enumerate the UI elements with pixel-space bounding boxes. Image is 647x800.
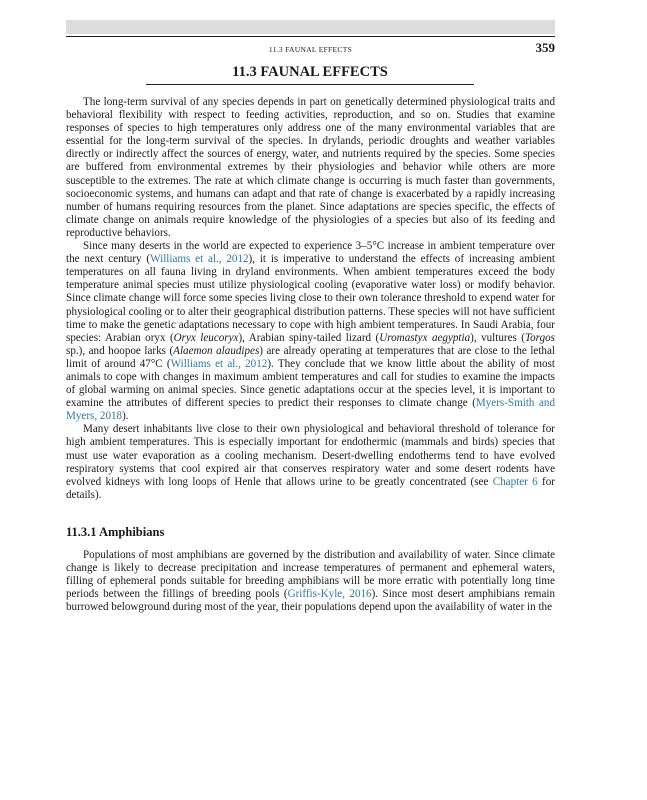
- header-rule: [66, 36, 555, 37]
- body-text: [66, 96, 555, 614]
- species-name: Oryx leucoryx: [173, 331, 239, 344]
- section-title: 11.3 FAUNAL EFFECTS: [232, 64, 388, 80]
- subsection-title: 11.3.1 Amphibians: [66, 524, 165, 539]
- citation-link[interactable]: Griffis-Kyle, 2016: [287, 588, 372, 601]
- text-run: Since many deserts in the world are expected to experience 3–5°C increase in ambient temperature over the next century (: [66, 240, 555, 266]
- text-run: ). Since most desert amphibians remain burrowed belowground during most of the year, their populations depend upon the availability of water in the: [66, 588, 555, 614]
- text-run: Many desert inhabitants live close to their own physiological and behavioral threshold of tolerance for high ambient temperatures. This is especially important for endothermic (mammals and birds) species that must use water evaporation as a cooling mechanism. Desert-dwelling endotherms tend to have evolved respiratory systems that cool expired air that conserves respiratory water and some desert rodents have evolved kidneys with long loops of Henle that allows urine to be greatly concentrated (see: [66, 423, 555, 488]
- text-run: ). They conclude that we know little about the ability of most animals to cope with changes in maximum ambient temperatures and call for studies to examine the impacts of global warming on animal species. Since genetic adaptations occur at the species level, it is important to examine the attributes of different species to predict their responses to climate change (: [66, 357, 555, 410]
- species-name: Alaemon alaudipes: [173, 344, 260, 357]
- species-name: Torgos: [524, 331, 555, 344]
- top-gray-bar: [66, 20, 555, 34]
- citation-link[interactable]: Myers-Smith and Myers, 2018: [66, 397, 555, 423]
- text-run: ) are already operating at temperatures that are close to the lethal limit of around 47°C (: [66, 344, 555, 370]
- text-run: ), it is imperative to understand the effects of increasing ambient temperatures on all fauna living in dryland environments. When ambient temperatures exceed the body temperature animal species must utilize physiological cooling (evaporative water loss) or modify behavior. Since climate change will force some species living close to their own tolerance threshold to expend water for physiological cooling or to alter their geographical distribution patterns. These species will not have sufficient time to make the genetic adaptations necessary to cope with high ambient temperatures. In Saudi Arabia, four species: Arabian oryx (: [66, 253, 556, 344]
- running-title: 11.3 FAUNAL EFFECTS: [268, 45, 353, 54]
- text-run: sp.), and hoopoe larks (: [66, 344, 174, 357]
- paragraph-3: [66, 423, 555, 502]
- page-number: 359: [535, 40, 555, 55]
- paragraph-4: [66, 549, 555, 614]
- citation-link[interactable]: Williams et al., 2012: [150, 253, 249, 266]
- paragraph-1: The long-term survival of any species depends in part on genetically determined physiological traits and behavioral flexibility with respect to feeding activities, reproduction, and so on. Studies that examine responses of species to high temperatures only address one of the many environmental variables that are essential for the long-term survival of the species. In drylands, periodic droughts and weather variables directly or indirectly affect the sources of energy, water, and nutrients required by the species. Some species are buffered from environmental extremes by their physiologies and behavior while others are more susceptible to the extremes. The rate at which climate change is occurring is much faster than governments, socioeconomic systems, and humans can adapt and that rate of change is exacerbated by a rapidly increasing number of humans requiring resources from the planet. Since adaptations are species specific, the effects of climate change on animals require knowledge of the physiologies of a species but also of its feeding and reproductive behaviors.: [66, 96, 555, 239]
- text-run: ), Arabian spiny-tailed lizard (: [238, 331, 380, 344]
- citation-link[interactable]: Williams et al., 2012: [170, 357, 268, 370]
- text-run: for details).: [66, 475, 555, 501]
- section-title-rule: [146, 84, 474, 85]
- chapter-link[interactable]: Chapter 6: [492, 475, 538, 488]
- paragraph-2: [66, 240, 555, 423]
- running-head: [66, 42, 555, 56]
- species-name: Uromastyx aegyptia: [379, 331, 471, 344]
- text-run: ), vultures (: [470, 331, 525, 344]
- text-run: Populations of most amphibians are governed by the distribution and availability of water. Since climate change is likely to decrease precipitation and increase temperatures of permanent and ephemeral waters, filling of ephemeral ponds suitable for breeding amphibians will be more erratic with potentially long time periods between the fillings of breeding pools (: [66, 549, 555, 601]
- text-run: ).: [122, 410, 129, 423]
